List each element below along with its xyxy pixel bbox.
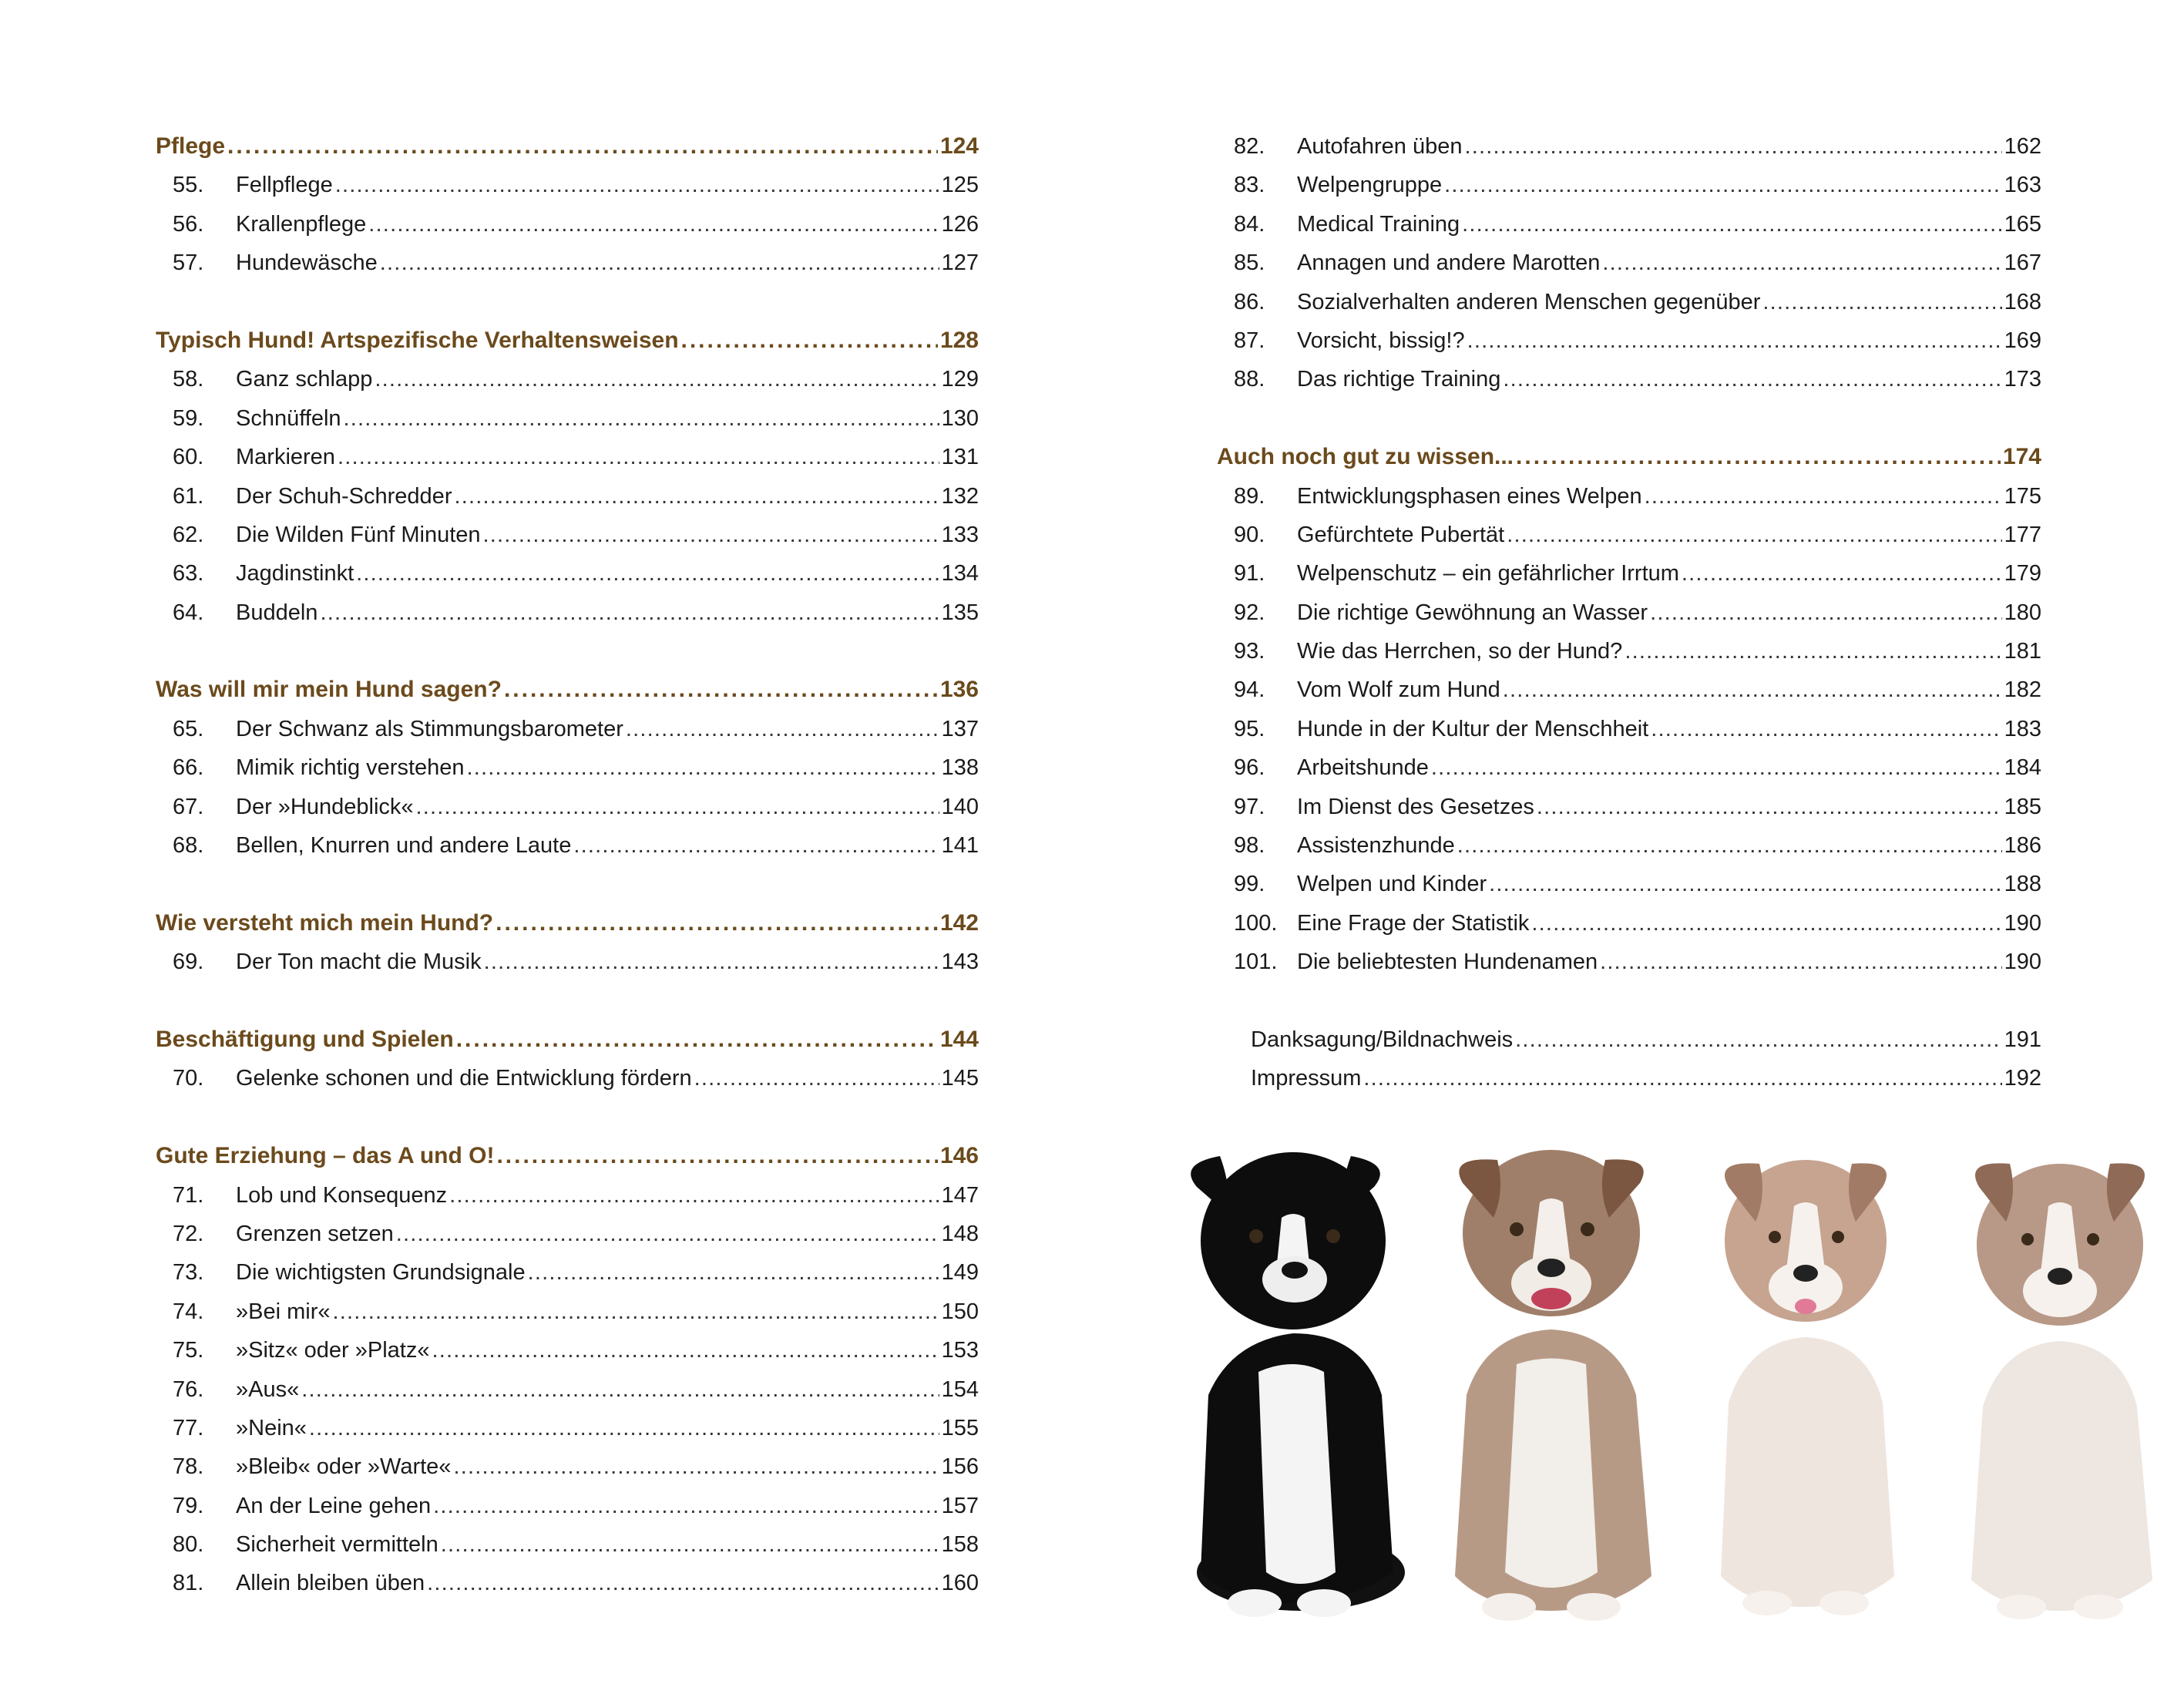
toc-title: Eine Frage der Statistik bbox=[1297, 910, 1530, 936]
toc-entry-number: 84. bbox=[1234, 211, 1265, 237]
dot-leader bbox=[427, 1564, 939, 1602]
toc-entry[interactable] bbox=[1217, 593, 2041, 632]
dot-leader bbox=[1489, 865, 2001, 903]
dot-leader bbox=[453, 1447, 939, 1486]
toc-entry[interactable] bbox=[1217, 166, 2041, 204]
toc-page-number: 154 bbox=[941, 1376, 979, 1402]
toc-title: Danksagung/Bildnachweis bbox=[1251, 1027, 1514, 1052]
toc-entry[interactable] bbox=[156, 477, 979, 516]
toc-page-number: 137 bbox=[941, 716, 979, 741]
toc-title: Typisch Hund! Artspezifische Verhaltensweisen bbox=[156, 327, 679, 353]
toc-entry-number: 64. bbox=[173, 600, 204, 625]
toc-title: Schnüffeln bbox=[236, 405, 341, 431]
toc-title: Welpengruppe bbox=[1297, 173, 1443, 198]
toc-title: Im Dienst des Gesetzes bbox=[1297, 794, 1534, 819]
toc-entry-number: 59. bbox=[173, 405, 204, 431]
toc-entry-number: 91. bbox=[1234, 561, 1265, 587]
toc-title: Wie das Herrchen, so der Hund? bbox=[1297, 639, 1623, 664]
toc-section-heading[interactable] bbox=[156, 127, 979, 166]
toc-page-number: 188 bbox=[2004, 872, 2041, 897]
toc-entry-number: 81. bbox=[173, 1571, 204, 1596]
toc-entry-number: 58. bbox=[173, 367, 204, 392]
toc-entry[interactable] bbox=[1217, 671, 2041, 709]
toc-entry-number: 90. bbox=[1234, 522, 1265, 547]
toc-section-heading[interactable] bbox=[156, 904, 979, 943]
toc-title: Markieren bbox=[236, 445, 335, 470]
toc-entry[interactable] bbox=[156, 1564, 979, 1602]
toc-title: Grenzen setzen bbox=[236, 1221, 394, 1246]
dot-leader bbox=[449, 1176, 939, 1215]
toc-page-number: 126 bbox=[941, 211, 979, 237]
toc-entry[interactable] bbox=[1217, 477, 2041, 516]
dot-leader bbox=[356, 554, 939, 593]
toc-entry-number: 56. bbox=[173, 211, 204, 237]
section-gap bbox=[156, 982, 979, 1020]
dot-leader bbox=[1464, 127, 2001, 166]
toc-entry-number: 85. bbox=[1234, 250, 1265, 276]
puppies-illustration bbox=[1116, 1141, 2184, 1634]
toc-page-number: 127 bbox=[941, 250, 979, 276]
toc-entry[interactable] bbox=[156, 1215, 979, 1253]
toc-entry[interactable] bbox=[1217, 205, 2041, 244]
toc-page-number: 184 bbox=[2004, 755, 2041, 781]
toc-entry-number: 99. bbox=[1234, 872, 1265, 897]
toc-entry[interactable] bbox=[156, 1487, 979, 1525]
toc-title: Fellpflege bbox=[236, 173, 333, 198]
toc-entry[interactable] bbox=[156, 166, 979, 204]
toc-entry[interactable] bbox=[1217, 283, 2041, 321]
toc-page-number: 145 bbox=[941, 1066, 979, 1091]
toc-entry[interactable] bbox=[156, 554, 979, 593]
toc-page-number: 191 bbox=[2004, 1027, 2041, 1052]
dot-leader bbox=[1503, 360, 2001, 398]
dot-leader bbox=[1462, 205, 2001, 244]
toc-entry[interactable] bbox=[156, 1292, 979, 1331]
toc-entry-number: 75. bbox=[173, 1338, 204, 1363]
toc-title: »Bei mir« bbox=[236, 1299, 331, 1324]
dot-leader bbox=[1503, 671, 2002, 709]
toc-page-number: 182 bbox=[2004, 677, 2041, 703]
toc-title: Beschäftigung und Spielen bbox=[156, 1026, 454, 1052]
toc-entry-number: 80. bbox=[173, 1532, 204, 1558]
toc-entry-number: 60. bbox=[173, 445, 204, 470]
toc-entry[interactable] bbox=[156, 788, 979, 826]
toc-page-number: 177 bbox=[2004, 522, 2041, 547]
toc-page-number: 174 bbox=[2002, 444, 2041, 470]
toc-entry-number: 67. bbox=[173, 794, 204, 819]
toc-page-number: 136 bbox=[939, 677, 979, 703]
dot-leader bbox=[344, 399, 939, 438]
toc-page-number: 180 bbox=[2004, 600, 2041, 625]
dot-leader bbox=[573, 826, 939, 865]
toc-entry[interactable] bbox=[156, 360, 979, 398]
toc-entry[interactable] bbox=[156, 826, 979, 865]
dot-leader bbox=[1516, 438, 2001, 476]
puppy-black-white bbox=[1191, 1152, 1405, 1617]
toc-entry[interactable] bbox=[156, 748, 979, 787]
toc-entry-number: 97. bbox=[1234, 794, 1265, 819]
toc-title: Autofahren üben bbox=[1297, 134, 1463, 159]
toc-page-number: 125 bbox=[941, 173, 979, 198]
toc-page-number: 124 bbox=[939, 133, 979, 159]
section-gap bbox=[156, 283, 979, 321]
section-gap bbox=[156, 865, 979, 903]
dot-leader bbox=[1602, 244, 2001, 282]
toc-page-number: 135 bbox=[941, 600, 979, 625]
dot-leader bbox=[375, 360, 939, 398]
toc-section-heading[interactable] bbox=[1217, 438, 2041, 476]
toc-entry-number: 101. bbox=[1234, 950, 1278, 975]
toc-page-number: 143 bbox=[941, 950, 979, 975]
toc-page-number: 130 bbox=[941, 405, 979, 431]
dot-leader bbox=[454, 477, 939, 516]
toc-title: Der Schwanz als Stimmungsbarometer bbox=[236, 716, 623, 741]
dot-leader bbox=[1682, 554, 2002, 593]
dot-leader bbox=[456, 1020, 938, 1059]
toc-title: Hunde in der Kultur der Menschheit bbox=[1297, 716, 1649, 741]
dot-leader bbox=[1537, 788, 2002, 826]
toc-title: Allein bleiben üben bbox=[236, 1571, 425, 1596]
toc-entry[interactable] bbox=[156, 1525, 979, 1564]
toc-title: Gelenke schonen und die Entwicklung fördern bbox=[236, 1066, 692, 1091]
toc-title: Vorsicht, bissig!? bbox=[1297, 328, 1465, 353]
toc-page-number: 169 bbox=[2004, 328, 2041, 353]
dot-leader bbox=[1457, 826, 2002, 865]
toc-entry-number: 94. bbox=[1234, 677, 1265, 703]
section-gap bbox=[156, 1098, 979, 1137]
dot-leader bbox=[1431, 748, 2002, 787]
toc-entry[interactable] bbox=[1217, 904, 2041, 943]
toc-page-number: 144 bbox=[939, 1026, 979, 1052]
toc-entry-number: 96. bbox=[1234, 755, 1265, 781]
toc-title: Gute Erziehung – das A und O! bbox=[156, 1143, 495, 1169]
toc-title: An der Leine gehen bbox=[236, 1493, 432, 1518]
toc-title: Was will mir mein Hund sagen? bbox=[156, 677, 502, 703]
toc-title: Impressum bbox=[1251, 1066, 1362, 1091]
toc-entry[interactable] bbox=[1217, 865, 2041, 903]
toc-title: Das richtige Training bbox=[1297, 367, 1501, 392]
toc-page-number: 131 bbox=[941, 445, 979, 470]
dot-leader bbox=[504, 671, 938, 709]
toc-entry[interactable] bbox=[1217, 244, 2041, 282]
toc-title: Entwicklungsphasen eines Welpen bbox=[1297, 483, 1642, 509]
toc-title: Vom Wolf zum Hund bbox=[1297, 677, 1500, 703]
dot-leader bbox=[484, 943, 939, 981]
toc-column-right bbox=[1217, 127, 2041, 1098]
section-gap bbox=[1217, 399, 2041, 438]
toc-page-number: 150 bbox=[941, 1299, 979, 1324]
dot-leader bbox=[396, 1215, 939, 1253]
toc-entry[interactable] bbox=[156, 1176, 979, 1215]
toc-entry[interactable] bbox=[1217, 1020, 2041, 1059]
dot-leader bbox=[416, 788, 939, 826]
toc-entry-number: 69. bbox=[173, 950, 204, 975]
toc-page-number: 192 bbox=[2004, 1066, 2041, 1091]
toc-entry[interactable] bbox=[156, 516, 979, 554]
toc-entry-number: 77. bbox=[173, 1415, 204, 1440]
toc-entry-number: 55. bbox=[173, 173, 204, 198]
toc-title: Hundewäsche bbox=[236, 250, 378, 276]
toc-entry-number: 86. bbox=[1234, 289, 1265, 314]
toc-title: Welpenschutz – ein gefährlicher Irrtum bbox=[1297, 561, 1679, 587]
dot-leader bbox=[227, 127, 938, 166]
dot-leader bbox=[380, 244, 939, 282]
section-gap bbox=[1217, 982, 2041, 1020]
dot-leader bbox=[368, 205, 939, 244]
toc-entry-number: 87. bbox=[1234, 328, 1265, 353]
toc-entry-number: 92. bbox=[1234, 600, 1265, 625]
toc-entry-number: 68. bbox=[173, 833, 204, 859]
toc-title: Bellen, Knurren und andere Laute bbox=[236, 833, 572, 859]
dot-leader bbox=[467, 748, 939, 787]
toc-title: Sozialverhalten anderen Menschen gegenüber bbox=[1297, 289, 1761, 314]
toc-entry[interactable] bbox=[1217, 943, 2041, 981]
toc-page-number: 181 bbox=[2004, 639, 2041, 664]
dot-leader bbox=[1651, 710, 2001, 748]
puppy-merle-smiling bbox=[1455, 1150, 1651, 1621]
puppy-merle-white bbox=[1971, 1163, 2152, 1619]
toc-page-number: 173 bbox=[2004, 367, 2041, 392]
toc-page-number: 163 bbox=[2004, 173, 2041, 198]
toc-title: »Aus« bbox=[236, 1376, 300, 1402]
toc-entry-number: 70. bbox=[173, 1066, 204, 1091]
dot-leader bbox=[483, 516, 939, 554]
dot-leader bbox=[441, 1525, 939, 1564]
toc-entry-number: 88. bbox=[1234, 367, 1265, 392]
toc-title: Annagen und andere Marotten bbox=[1297, 250, 1601, 276]
toc-title: Gefürchtete Pubertät bbox=[1297, 522, 1505, 547]
toc-entry-number: 72. bbox=[173, 1221, 204, 1246]
toc-entry[interactable] bbox=[1217, 321, 2041, 360]
toc-entry[interactable] bbox=[156, 205, 979, 244]
toc-title: Die Wilden Fünf Minuten bbox=[236, 522, 481, 547]
toc-title: Lob und Konsequenz bbox=[236, 1182, 448, 1208]
toc-title: Der Schuh-Schredder bbox=[236, 483, 452, 509]
toc-entry[interactable] bbox=[1217, 710, 2041, 748]
toc-entry-number: 76. bbox=[173, 1376, 204, 1402]
toc-section-heading[interactable] bbox=[156, 321, 979, 360]
toc-page-number: 141 bbox=[941, 833, 979, 859]
toc-entry-number: 61. bbox=[173, 483, 204, 509]
dot-leader bbox=[1645, 477, 2002, 516]
toc-page-number: 146 bbox=[939, 1143, 979, 1169]
toc-page-number: 190 bbox=[2004, 910, 2041, 936]
toc-entry[interactable] bbox=[156, 1370, 979, 1409]
toc-entry[interactable] bbox=[156, 1059, 979, 1097]
toc-title: Jagdinstinkt bbox=[236, 561, 354, 587]
toc-entry[interactable] bbox=[156, 244, 979, 282]
dot-leader bbox=[309, 1409, 939, 1447]
toc-page-number: 186 bbox=[2004, 833, 2041, 859]
toc-entry[interactable] bbox=[156, 710, 979, 748]
toc-entry[interactable] bbox=[156, 1253, 979, 1292]
toc-entry[interactable] bbox=[156, 593, 979, 632]
dot-leader bbox=[335, 166, 939, 204]
dot-leader bbox=[320, 593, 939, 632]
dot-leader bbox=[1762, 283, 2001, 321]
toc-entry-number: 62. bbox=[173, 522, 204, 547]
toc-page-number: 158 bbox=[941, 1532, 979, 1558]
dot-leader bbox=[432, 1331, 939, 1370]
toc-page-number: 167 bbox=[2004, 250, 2041, 276]
toc-page-number: 175 bbox=[2004, 483, 2041, 509]
toc-title: Arbeitshunde bbox=[1297, 755, 1429, 781]
dot-leader bbox=[433, 1487, 939, 1525]
toc-title: Wie versteht mich mein Hund? bbox=[156, 909, 494, 936]
toc-entry-number: 63. bbox=[173, 561, 204, 587]
toc-title: Krallenpflege bbox=[236, 211, 367, 237]
toc-title: Medical Training bbox=[1297, 211, 1460, 237]
toc-title: Der »Hundeblick« bbox=[236, 794, 414, 819]
toc-page-number: 129 bbox=[941, 367, 979, 392]
toc-title: Der Ton macht die Musik bbox=[236, 950, 482, 975]
toc-entry[interactable] bbox=[1217, 516, 2041, 554]
toc-page-number: 155 bbox=[941, 1415, 979, 1440]
dot-leader bbox=[1515, 1020, 2001, 1059]
toc-title: Pflege bbox=[156, 133, 226, 159]
toc-page-number: 179 bbox=[2004, 561, 2041, 587]
dot-leader bbox=[1625, 632, 2001, 671]
toc-entry[interactable] bbox=[156, 1447, 979, 1486]
toc-page-number: 157 bbox=[941, 1493, 979, 1518]
toc-entry[interactable] bbox=[156, 1331, 979, 1370]
toc-column-left bbox=[156, 127, 979, 1603]
toc-entry-number: 95. bbox=[1234, 716, 1265, 741]
toc-title: Mimik richtig verstehen bbox=[236, 755, 465, 781]
toc-page-number: 138 bbox=[941, 755, 979, 781]
toc-page-number: 142 bbox=[939, 909, 979, 936]
toc-page-number: 185 bbox=[2004, 794, 2041, 819]
toc-title: Die beliebtesten Hundenamen bbox=[1297, 950, 1598, 975]
toc-title: »Sitz« oder »Platz« bbox=[236, 1338, 430, 1363]
toc-page-number: 153 bbox=[941, 1338, 979, 1363]
toc-title: Die richtige Gewöhnung an Wasser bbox=[1297, 600, 1648, 625]
toc-title: »Bleib« oder »Warte« bbox=[236, 1454, 452, 1480]
toc-entry-number: 74. bbox=[173, 1299, 204, 1324]
dot-leader bbox=[338, 438, 939, 476]
toc-title: Die wichtigsten Grundsignale bbox=[236, 1260, 526, 1286]
toc-title: »Nein« bbox=[236, 1415, 307, 1440]
dot-leader bbox=[1444, 166, 2002, 204]
toc-title: Buddeln bbox=[236, 600, 318, 625]
toc-page-number: 148 bbox=[941, 1221, 979, 1246]
puppy-red-white-tongue bbox=[1721, 1160, 1894, 1615]
dot-leader bbox=[626, 710, 939, 748]
dot-leader bbox=[1363, 1059, 2001, 1097]
toc-page-number: 128 bbox=[939, 327, 979, 353]
toc-page-number: 183 bbox=[2004, 716, 2041, 741]
toc-page-number: 147 bbox=[941, 1182, 979, 1208]
toc-entry[interactable] bbox=[1217, 127, 2041, 166]
toc-entry[interactable] bbox=[1217, 632, 2041, 671]
toc-entry-number: 100. bbox=[1234, 910, 1278, 936]
section-gap bbox=[156, 632, 979, 671]
toc-page-number: 160 bbox=[941, 1571, 979, 1596]
dot-leader bbox=[1467, 321, 2002, 360]
toc-title: Sicherheit vermitteln bbox=[236, 1532, 438, 1558]
toc-title: Assistenzhunde bbox=[1297, 833, 1455, 859]
toc-section-heading[interactable] bbox=[156, 671, 979, 709]
dot-leader bbox=[496, 904, 938, 943]
toc-page-number: 156 bbox=[941, 1454, 979, 1480]
dot-leader bbox=[1507, 516, 2001, 554]
toc-page-number: 132 bbox=[941, 483, 979, 509]
toc-page-number: 165 bbox=[2004, 211, 2041, 237]
dot-leader bbox=[333, 1292, 939, 1331]
toc-entry[interactable] bbox=[156, 438, 979, 476]
dot-leader bbox=[1650, 593, 2002, 632]
toc-page-number: 190 bbox=[2004, 950, 2041, 975]
toc-title: Welpen und Kinder bbox=[1297, 872, 1487, 897]
toc-title: Ganz schlapp bbox=[236, 367, 373, 392]
toc-page-number: 168 bbox=[2004, 289, 2041, 314]
toc-entry[interactable] bbox=[1217, 554, 2041, 593]
toc-page-number: 133 bbox=[941, 522, 979, 547]
toc-entry[interactable] bbox=[1217, 1059, 2041, 1097]
toc-page-number: 134 bbox=[941, 561, 979, 587]
toc-entry-number: 89. bbox=[1234, 483, 1265, 509]
toc-entry-number: 73. bbox=[173, 1260, 204, 1286]
dot-leader bbox=[301, 1370, 939, 1409]
dot-leader bbox=[694, 1059, 939, 1097]
dot-leader bbox=[496, 1137, 937, 1175]
toc-entry[interactable] bbox=[1217, 360, 2041, 398]
toc-page-number: 162 bbox=[2004, 134, 2041, 159]
toc-entry-number: 57. bbox=[173, 250, 204, 276]
dot-leader bbox=[1531, 904, 2001, 943]
toc-entry-number: 82. bbox=[1234, 134, 1265, 159]
toc-entry[interactable] bbox=[1217, 826, 2041, 865]
toc-entry[interactable] bbox=[156, 399, 979, 438]
toc-entry[interactable] bbox=[156, 1409, 979, 1447]
toc-entry[interactable] bbox=[1217, 788, 2041, 826]
toc-entry-number: 93. bbox=[1234, 639, 1265, 664]
dot-leader bbox=[681, 321, 938, 360]
toc-entry-number: 65. bbox=[173, 716, 204, 741]
toc-entry-number: 79. bbox=[173, 1493, 204, 1518]
dot-leader bbox=[1600, 943, 2001, 981]
toc-title: Auch noch gut zu wissen... bbox=[1217, 444, 1514, 470]
dot-leader bbox=[528, 1253, 939, 1292]
toc-entry-number: 98. bbox=[1234, 833, 1265, 859]
toc-section-heading[interactable] bbox=[156, 1020, 979, 1059]
toc-entry-number: 83. bbox=[1234, 173, 1265, 198]
toc-entry-number: 71. bbox=[173, 1182, 204, 1208]
toc-section-heading[interactable] bbox=[156, 1137, 979, 1175]
toc-entry[interactable] bbox=[156, 943, 979, 981]
toc-entry[interactable] bbox=[1217, 748, 2041, 787]
toc-page-number: 140 bbox=[941, 794, 979, 819]
toc-page-number: 149 bbox=[941, 1260, 979, 1286]
toc-entry-number: 78. bbox=[173, 1454, 204, 1480]
toc-entry-number: 66. bbox=[173, 755, 204, 781]
